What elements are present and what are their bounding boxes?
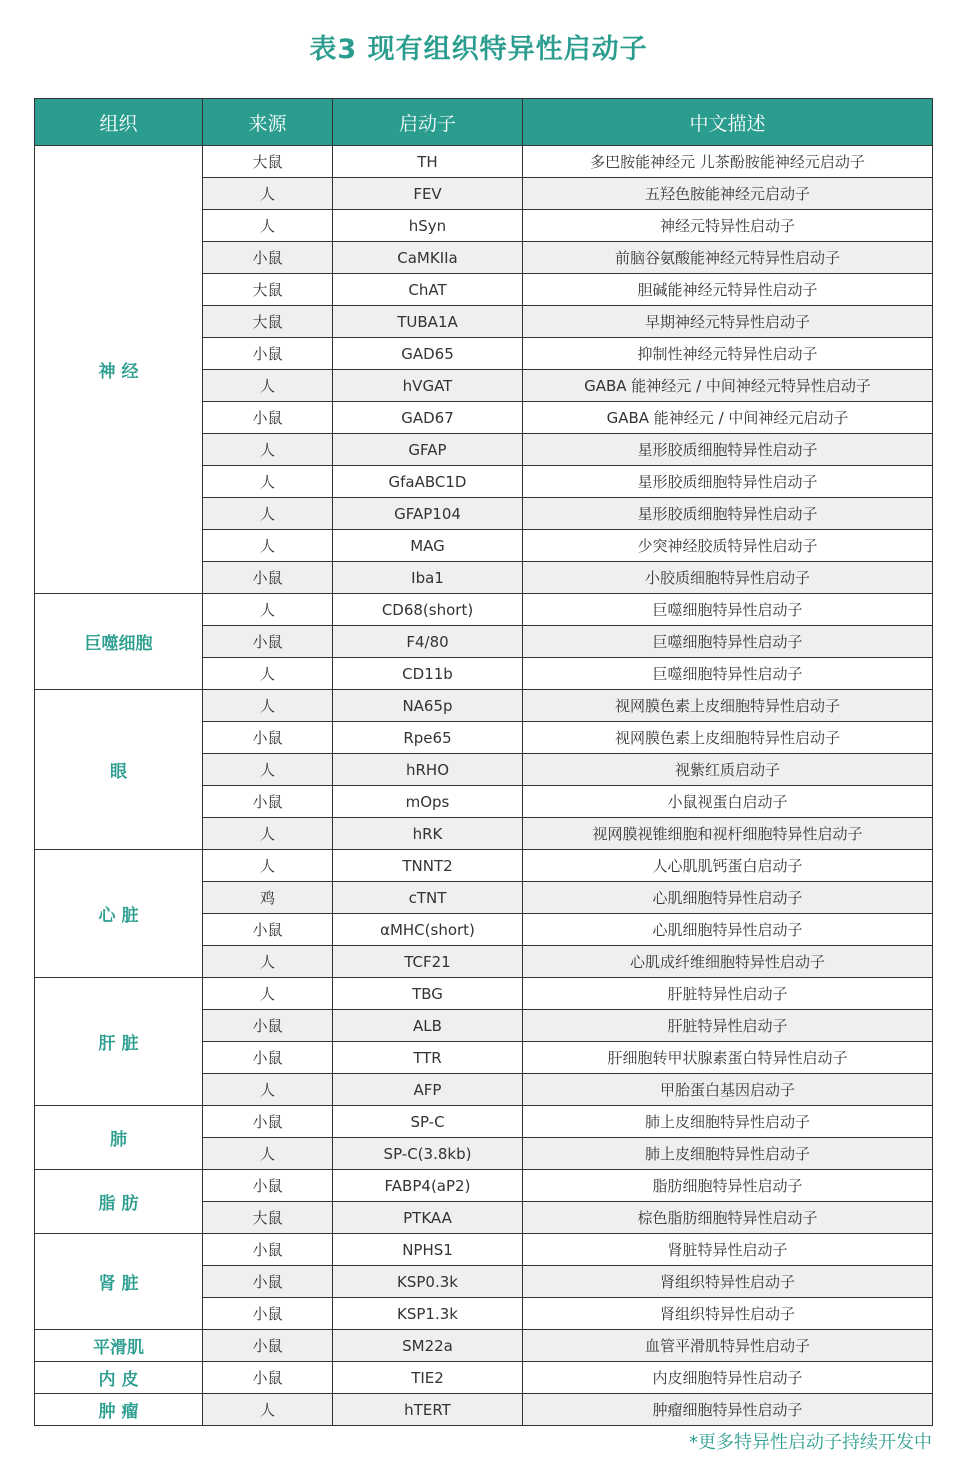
description-cell: 心肌细胞特异性启动子: [523, 882, 933, 914]
promoter-cell: Rpe65: [333, 722, 523, 754]
description-cell: 肾脏特异性启动子: [523, 1234, 933, 1266]
source-cell: 小鼠: [203, 562, 333, 594]
description-cell: 肝细胞转甲状腺素蛋白特异性启动子: [523, 1042, 933, 1074]
source-cell: 人: [203, 690, 333, 722]
promoter-cell: MAG: [333, 530, 523, 562]
tissue-cell: 肝 脏: [35, 978, 203, 1106]
tissue-cell: 平滑肌: [35, 1330, 203, 1362]
promoter-cell: ALB: [333, 1010, 523, 1042]
source-cell: 小鼠: [203, 338, 333, 370]
tissue-cell: 巨噬细胞: [35, 594, 203, 690]
promoter-cell: hVGAT: [333, 370, 523, 402]
header-description: 中文描述: [523, 99, 933, 146]
description-cell: 多巴胺能神经元 儿茶酚胺能神经元启动子: [523, 146, 933, 178]
table-title: 表3 现有组织特异性启动子: [309, 34, 648, 65]
promoter-cell: TIE2: [333, 1362, 523, 1394]
description-cell: 心肌细胞特异性启动子: [523, 914, 933, 946]
promoter-cell: αMHC(short): [333, 914, 523, 946]
promoter-cell: SP-C(3.8kb): [333, 1138, 523, 1170]
header-tissue: 组织: [35, 99, 203, 146]
tissue-cell: 神 经: [35, 146, 203, 594]
promoter-cell: KSP0.3k: [333, 1266, 523, 1298]
description-cell: 脂肪细胞特异性启动子: [523, 1170, 933, 1202]
description-cell: 神经元特异性启动子: [523, 210, 933, 242]
source-cell: 小鼠: [203, 626, 333, 658]
promoter-cell: F4/80: [333, 626, 523, 658]
promoter-cell: Iba1: [333, 562, 523, 594]
table-row: [35, 850, 933, 882]
table-row: [35, 146, 933, 178]
description-cell: 肾组织特异性启动子: [523, 1266, 933, 1298]
promoter-cell: mOps: [333, 786, 523, 818]
promoter-cell: hRK: [333, 818, 523, 850]
source-cell: 大鼠: [203, 146, 333, 178]
source-cell: 人: [203, 466, 333, 498]
source-cell: 人: [203, 1138, 333, 1170]
description-cell: 内皮细胞特异性启动子: [523, 1362, 933, 1394]
tissue-cell: 脂 肪: [35, 1170, 203, 1234]
table-row: [35, 1394, 933, 1426]
promoter-cell: GFAP104: [333, 498, 523, 530]
promoter-cell: NA65p: [333, 690, 523, 722]
description-cell: 巨噬细胞特异性启动子: [523, 626, 933, 658]
source-cell: 人: [203, 594, 333, 626]
table-row: [35, 1330, 933, 1362]
promoter-cell: hTERT: [333, 1394, 523, 1426]
promoter-cell: hRHO: [333, 754, 523, 786]
description-cell: 肾组织特异性启动子: [523, 1298, 933, 1330]
table-row: [35, 1234, 933, 1266]
source-cell: 小鼠: [203, 722, 333, 754]
promoter-cell: PTKAA: [333, 1202, 523, 1234]
source-cell: 人: [203, 530, 333, 562]
source-cell: 大鼠: [203, 274, 333, 306]
description-cell: 巨噬细胞特异性启动子: [523, 658, 933, 690]
promoter-cell: CD68(short): [333, 594, 523, 626]
promoter-cell: NPHS1: [333, 1234, 523, 1266]
source-cell: 大鼠: [203, 1202, 333, 1234]
source-cell: 人: [203, 1394, 333, 1426]
description-cell: 星形胶质细胞特异性启动子: [523, 466, 933, 498]
table-row: [35, 1362, 933, 1394]
header-row: [35, 99, 933, 146]
source-cell: 人: [203, 210, 333, 242]
description-cell: 星形胶质细胞特异性启动子: [523, 498, 933, 530]
source-cell: 人: [203, 1074, 333, 1106]
source-cell: 小鼠: [203, 1106, 333, 1138]
table-row: [35, 978, 933, 1010]
source-cell: 人: [203, 978, 333, 1010]
source-cell: 人: [203, 818, 333, 850]
table-row: [35, 594, 933, 626]
tissue-cell: 肾 脏: [35, 1234, 203, 1330]
promoter-cell: SM22a: [333, 1330, 523, 1362]
table-row: [35, 1170, 933, 1202]
promoter-cell: TBG: [333, 978, 523, 1010]
promoter-cell: CaMKIIa: [333, 242, 523, 274]
description-cell: 肿瘤细胞特异性启动子: [523, 1394, 933, 1426]
promoter-cell: ChAT: [333, 274, 523, 306]
description-cell: 巨噬细胞特异性启动子: [523, 594, 933, 626]
description-cell: 抑制性神经元特异性启动子: [523, 338, 933, 370]
description-cell: 小鼠视蛋白启动子: [523, 786, 933, 818]
source-cell: 小鼠: [203, 1042, 333, 1074]
source-cell: 小鼠: [203, 1362, 333, 1394]
source-cell: 人: [203, 946, 333, 978]
table-body: [35, 146, 933, 1426]
description-cell: 视网膜色素上皮细胞特异性启动子: [523, 690, 933, 722]
description-cell: 视网膜视锥细胞和视杆细胞特异性启动子: [523, 818, 933, 850]
promoter-cell: TUBA1A: [333, 306, 523, 338]
header-promoter: 启动子: [333, 99, 523, 146]
description-cell: 肝脏特异性启动子: [523, 978, 933, 1010]
description-cell: GABA 能神经元 / 中间神经元特异性启动子: [523, 370, 933, 402]
table-row: [35, 1106, 933, 1138]
footnote: *更多特异性启动子持续开发中: [689, 1432, 932, 1453]
source-cell: 人: [203, 178, 333, 210]
source-cell: 人: [203, 498, 333, 530]
description-cell: 前脑谷氨酸能神经元特异性启动子: [523, 242, 933, 274]
source-cell: 小鼠: [203, 1010, 333, 1042]
tissue-cell: 眼: [35, 690, 203, 850]
tissue-cell: 肿 瘤: [35, 1394, 203, 1426]
description-cell: 心肌成纤维细胞特异性启动子: [523, 946, 933, 978]
source-cell: 小鼠: [203, 1298, 333, 1330]
source-cell: 小鼠: [203, 1266, 333, 1298]
description-cell: 少突神经胶质特异性启动子: [523, 530, 933, 562]
description-cell: 肺上皮细胞特异性启动子: [523, 1138, 933, 1170]
promoter-cell: TH: [333, 146, 523, 178]
description-cell: 肝脏特异性启动子: [523, 1010, 933, 1042]
promoter-cell: KSP1.3k: [333, 1298, 523, 1330]
promoter-cell: SP-C: [333, 1106, 523, 1138]
promoter-cell: TNNT2: [333, 850, 523, 882]
promoter-cell: FEV: [333, 178, 523, 210]
source-cell: 小鼠: [203, 402, 333, 434]
source-cell: 鸡: [203, 882, 333, 914]
promoter-cell: GFAP: [333, 434, 523, 466]
promoter-cell: hSyn: [333, 210, 523, 242]
description-cell: GABA 能神经元 / 中间神经元启动子: [523, 402, 933, 434]
source-cell: 小鼠: [203, 242, 333, 274]
source-cell: 人: [203, 434, 333, 466]
promoter-table: [34, 98, 933, 1426]
promoter-cell: FABP4(aP2): [333, 1170, 523, 1202]
source-cell: 人: [203, 850, 333, 882]
description-cell: 小胶质细胞特异性启动子: [523, 562, 933, 594]
description-cell: 甲胎蛋白基因启动子: [523, 1074, 933, 1106]
description-cell: 五羟色胺能神经元启动子: [523, 178, 933, 210]
source-cell: 小鼠: [203, 786, 333, 818]
promoter-cell: AFP: [333, 1074, 523, 1106]
table-row: [35, 690, 933, 722]
source-cell: 小鼠: [203, 1170, 333, 1202]
source-cell: 人: [203, 370, 333, 402]
description-cell: 棕色脂肪细胞特异性启动子: [523, 1202, 933, 1234]
source-cell: 人: [203, 754, 333, 786]
description-cell: 胆碱能神经元特异性启动子: [523, 274, 933, 306]
tissue-cell: 内 皮: [35, 1362, 203, 1394]
description-cell: 血管平滑肌特异性启动子: [523, 1330, 933, 1362]
description-cell: 星形胶质细胞特异性启动子: [523, 434, 933, 466]
description-cell: 肺上皮细胞特异性启动子: [523, 1106, 933, 1138]
promoter-cell: TTR: [333, 1042, 523, 1074]
tissue-cell: 心 脏: [35, 850, 203, 978]
source-cell: 大鼠: [203, 306, 333, 338]
header-source: 来源: [203, 99, 333, 146]
description-cell: 视网膜色素上皮细胞特异性启动子: [523, 722, 933, 754]
promoter-cell: GAD67: [333, 402, 523, 434]
tissue-cell: 肺: [35, 1106, 203, 1170]
description-cell: 人心肌肌钙蛋白启动子: [523, 850, 933, 882]
source-cell: 小鼠: [203, 914, 333, 946]
source-cell: 小鼠: [203, 1234, 333, 1266]
source-cell: 小鼠: [203, 1330, 333, 1362]
description-cell: 早期神经元特异性启动子: [523, 306, 933, 338]
promoter-cell: TCF21: [333, 946, 523, 978]
description-cell: 视紫红质启动子: [523, 754, 933, 786]
promoter-cell: GfaABC1D: [333, 466, 523, 498]
promoter-cell: GAD65: [333, 338, 523, 370]
promoter-cell: CD11b: [333, 658, 523, 690]
promoter-cell: cTNT: [333, 882, 523, 914]
source-cell: 人: [203, 658, 333, 690]
